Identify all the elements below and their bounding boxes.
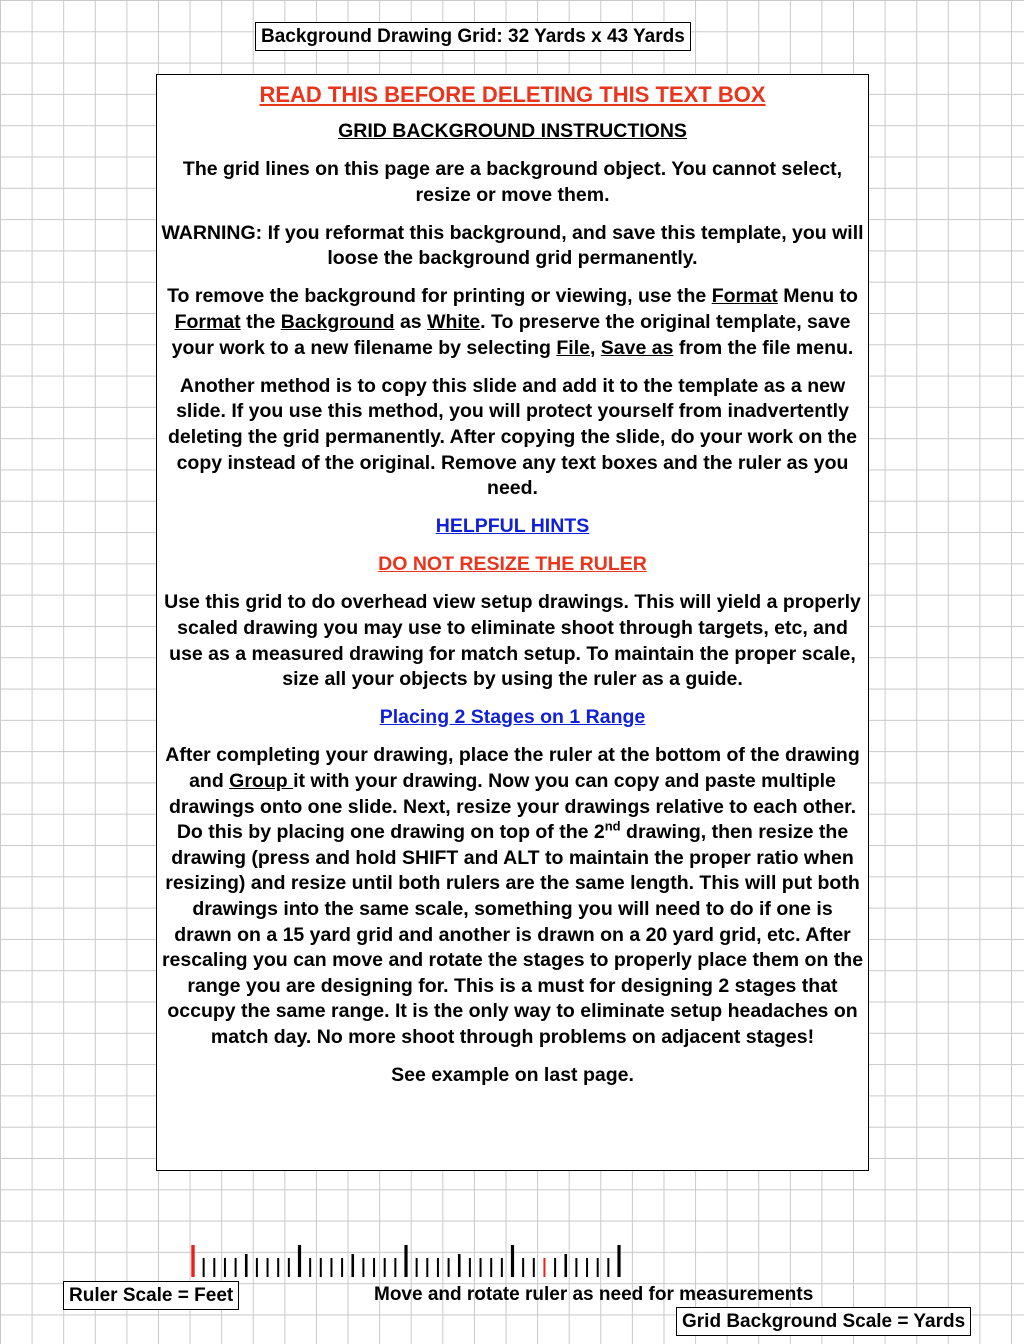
do-not-resize-heading: DO NOT RESIZE THE RULER (378, 553, 647, 576)
format-link: Format (174, 311, 241, 334)
grid-scale-label: Grid Background Scale = Yards (676, 1307, 971, 1336)
remove-text-5: . To preserve the original template, save your work to a new filename by selecting (171, 311, 851, 359)
remove-text-1: To remove the background for printing or viewing, use the (167, 285, 712, 308)
helpful-hints-heading: HELPFUL HINTS (435, 515, 590, 538)
white-link: White (427, 311, 481, 334)
use-grid-paragraph: Use this grid to do overhead view setup drawings. This will yield a properly scaled drawing you may use to eliminate shoot through targets, etc, and use as a measured drawing for match setup. To maintain the proper scale, size all your objects by using the ruler as a guide. (164, 591, 861, 691)
format-menu-link: Format (711, 285, 778, 308)
remove-text-4: as (394, 311, 428, 334)
grid-title-label: Background Drawing Grid: 32 Yards x 43 Yards (255, 22, 691, 51)
save-as-link: Save as (600, 336, 674, 359)
see-example-note: See example on last page. (391, 1064, 634, 1086)
warning-paragraph: WARNING: If you reformat this background, and save this template, you will loose the background grid permanently. (161, 221, 864, 270)
ruler-scale-label: Ruler Scale = Feet (63, 1281, 239, 1310)
remove-text-2: Menu to (777, 285, 858, 308)
background-object-paragraph: The grid lines on this page are a background object. You cannot select, resize or move them. (182, 158, 843, 206)
after-text-2: it with your drawing. Now you can copy and paste multiple drawings onto one slide. Next, resize your drawings relative to each other. Do this by placing one drawing on top of the 2 (168, 769, 856, 844)
nd-superscript: nd (604, 818, 621, 834)
after-text-1: After completing your drawing, place the ruler at the bottom of the drawing and (165, 744, 860, 792)
background-link: Background (280, 311, 395, 334)
group-link: Group (229, 769, 294, 792)
file-link: File (556, 336, 590, 359)
move-ruler-note: Move and rotate ruler as need for measurements (374, 1284, 814, 1305)
placing-stages-heading: Placing 2 Stages on 1 Range (379, 706, 646, 729)
remove-text-3: the (240, 311, 281, 334)
another-method-paragraph: Another method is to copy this slide and add it to the template as a new slide. If you use this method, you will protect yourself from inadvertently deleting the grid permanently. After copying the slide, do your work on the copy instead of the original. Remove any text boxes and the ruler as you need. (167, 374, 858, 500)
remove-text-7: from the file menu. (673, 336, 854, 359)
remove-text-6: , (589, 336, 601, 359)
after-text-3: drawing, then resize the drawing (press and hold SHIFT and ALT to maintain the proper ratio when resizing) and resize until both rulers are the same length. This will put both drawings into the same scale, something you will need to do if one is drawn on a 15 yard grid and another is drawn on a 20 yard grid, etc. After rescaling you can move and rotate the stages to properly place them on the range you are designing for. This is a must for designing 2 stages that occupy the same range. It is the only way to eliminate setup headaches on match day. No more shoot through problems on adjacent stages! (161, 821, 864, 1048)
warning-heading: READ THIS BEFORE DELETING THIS TEXT BOX (259, 82, 766, 107)
grid-instructions-heading: GRID BACKGROUND INSTRUCTIONS (338, 120, 687, 142)
